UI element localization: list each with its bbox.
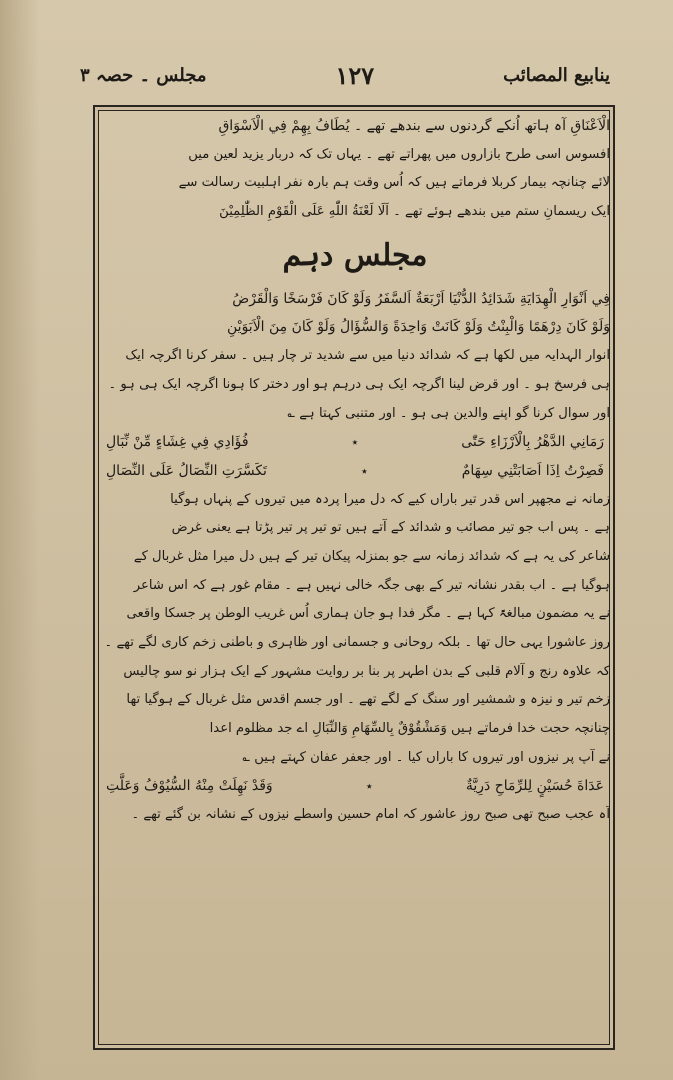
text-body: [100, 112, 610, 830]
verse-couplet: [100, 457, 610, 486]
text-line: روز عاشورا یہی حال تھا ۔ بلکہ روحانی و جسمانی اور ظاہری و باطنی زخم کاری لگے تھے ۔: [104, 635, 610, 650]
verse-couplet: [100, 772, 610, 801]
page-edge-shadow: [0, 0, 40, 1080]
text-line: ہی فرسخ ہو ۔ اور قرض لینا اگرچہ ایک ہی درہم ہو اور دختر کا ہونا اگرچہ ایک ہی ہو ۔: [108, 376, 610, 392]
section-heading: مجلس دہم: [282, 237, 428, 273]
text-line: لائے چنانچہ بیمار کربلا فرماتے ہیں کہ اُس وقت ہم بارہ نفر اہلبیت رسالت سے: [178, 175, 610, 191]
text-line: ایک ریسمانِ ستم میں بندھے ہوئے تھے ۔ اَلَا لَعْنَةُ اللّٰهِ عَلَى الْقَوْمِ الظّٰلِمِيْنَ: [219, 204, 610, 220]
verse-hemistich-first: فَصِرْتُ اِذَا اَصَابَتْنِي سِهَامٌ: [461, 462, 604, 479]
verse-hemistich-first: رَمَانِي الدَّهْرُ بِالْاَرْزَاءِ حَتّٰى: [461, 434, 604, 451]
verse-couplet: [100, 428, 610, 457]
text-line: نے یہ مضمون مبالغۃً کہا ہے ۔ مگر فدا ہو جان ہماری اُس غریب الوطن پر جسکا واقعی: [126, 606, 610, 622]
text-line: کہ علاوہ رنج و آلام قلبی کے بدن اطہر پر بنا بر روایت مشہور کے ایک ہزار نو سو چالیس: [123, 663, 610, 679]
text-line: نے آپ پر نیزوں اور تیروں کا باراں کیا ۔ اور جعفر عفان کہتے ہیں ؎: [242, 749, 610, 765]
text-line: افسوس اسی طرح بازاروں میں پھراتے تھے ۔ یہاں تک کہ دربار یزید لعین میں: [188, 146, 610, 162]
text-line: ہوگیا ہے ۔ اب بقدر نشانہ تیر کے بھی جگہ خالی نہیں ہے ۔ مقام غور ہے کہ اس شاعر: [133, 577, 610, 593]
text-line: اور سوال کرنا گو اپنے والدین ہی ہو ۔ اور متنبی کہتا ہے ؎: [287, 405, 610, 421]
text-line: ہے ۔ پس اب جو تیر مصائب و شدائد کے آتے ہیں تو تیر پر تیر پڑتا ہے یعنی غرض: [171, 520, 610, 536]
verse-hemistich-first: عَدَاةَ حُسَيْنٍ لِلرِّمَاحِ دَرِيَّةٌ: [465, 778, 604, 795]
text-line: آہ عجب صبح تھی صبح روز عاشور کہ امام حسین واسطے نیزوں کے نشانہ بن گئے تھے ۔: [131, 807, 610, 823]
text-line: شاعر کی یہ ہے کہ شدائد زمانہ سے جو بمنزلہ پیکان تیر کے ہیں دل میرا مثل غربال کے: [133, 548, 610, 564]
text-line: چنانچہ حجت خدا فرماتے ہیں وَمَشْقُوْقٌ بِالسِّهَامِ وَالنِّبَالِ اے جد مظلوم اعدا: [209, 721, 610, 737]
text-line: زمانہ نے مجھپر اس قدر تیر باراں کیے کہ دل میرا پردہ میں تیروں کے پنہاں ہوگیا: [170, 491, 610, 507]
verse-separator: ٭: [361, 463, 368, 478]
header-book-title: ینابیع المصائب: [503, 64, 610, 86]
text-line: الْاَعْنَاقِ آہ ہاتھ اُنکے گردنوں سے بندھے تھے ۔ يُطَافُ بِهِمْ فِي الْاَسْوَاقِ: [218, 118, 610, 134]
verse-hemistich-second: وَقَدْ نَهِلَتْ مِنْهُ السُّيُوْفُ وَعَلَّتِ: [106, 778, 273, 795]
header-section-label: مجلس ۔ حصہ ۳: [80, 64, 207, 86]
verse-separator: ٭: [351, 435, 359, 450]
verse-separator: ٭: [366, 779, 373, 794]
text-line: فِي اَنْوَارِ الْهِدَايَةِ شَدَائِدُ الدُّنْيَا اَرْبَعَةٌ اَلسَّفَرُ وَلَوْ كَانَ فَرْسَخًا وَالْقَرْضُ: [232, 290, 610, 307]
running-header: [80, 55, 610, 95]
text-line: انوار الہدایہ میں لکھا ہے کہ شدائد دنیا میں سے شدید تر چار ہیں ۔ سفر کرنا اگرچہ ایک: [125, 348, 610, 364]
text-line: زخم تیر و نیزہ و شمشیر اور سنگ کے لگے تھے ۔ اور جسم اقدس مثل غربال کے ہوگیا تھا: [126, 692, 610, 708]
verse-hemistich-second: فُؤَادِي فِي غِشَاءٍ مِّنْ نِّبَالِ: [106, 434, 249, 451]
page-number: ۱۲۷: [335, 60, 375, 90]
verse-hemistich-second: تَكَسَّرَتِ النِّصَالُ عَلَى النِّصَالِ: [106, 462, 267, 479]
text-line: وَلَوْ كَانَ دِرْهَمًا وَالْبِنْتُ وَلَوْ كَانَتْ وَاحِدَةً وَالسُّؤَالُ وَلَوْ كَانَ مِنَ الْاَبَوَيْنِ: [227, 319, 610, 336]
